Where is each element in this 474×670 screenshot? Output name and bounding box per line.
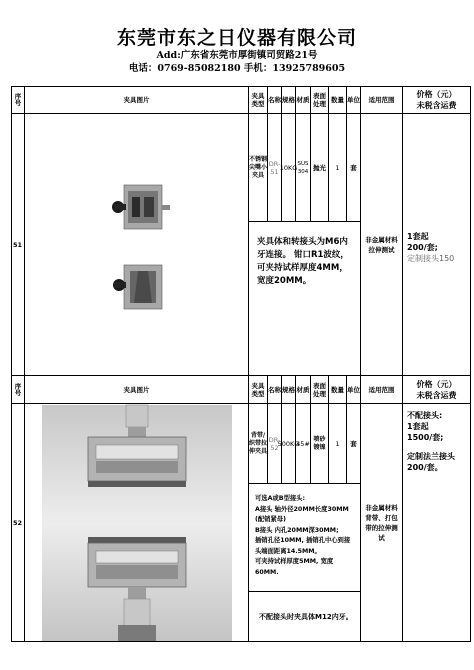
col-image-header: 夹具图片 [25,86,249,114]
row-51-name: DR-51 [268,114,282,222]
row-52-note-bottom: 不配接头时夹具体M12内牙。 [249,592,361,642]
row-52-price-custom: 定制法兰接头 [407,452,455,461]
row-51-unit: 套 [347,114,361,222]
col-type-header-2: 夹具类型 [249,376,268,404]
col-seq-header-2: 序号 [11,376,25,404]
row-51-finish: 抛光 [311,114,329,222]
row-52-unit: 套 [347,404,361,484]
col-scope-header-2: 适用范围 [361,376,403,404]
row-51-price-min: 1套起 [407,232,429,241]
col-scope-header: 适用范围 [361,86,403,114]
row-51-type: 不锈钢尖嘴小夹具 [249,114,268,222]
price-header-note-2: 未税含运费 [416,390,457,400]
row-51-price-custom: 定制接头150 [407,254,455,263]
row-52-name: DR-52 [268,404,282,484]
row-52-spec: 500KG [282,404,296,484]
row-52-note-line: 插销孔径10MM, 插销孔中心到接头端面距离14.5MM。 [255,537,351,555]
col-material-header-2: 材质 [296,376,311,404]
document-header [0,0,474,82]
row-51-material: SUS 304 [296,114,311,222]
company-contact: 电话：0769-85082180 手机：13925789605 [128,63,346,74]
row-51-spec: 10KG [282,114,296,222]
col-price-header [403,86,471,114]
row-52-image [25,404,249,642]
row-51-price [403,114,471,376]
row-52-price-no-connector: 不配接头: [407,411,443,420]
row-52-price-custom-value: 200/套。 [407,463,443,472]
product-table [11,86,471,642]
row-51-qty: 1 [329,114,347,222]
row-52-material: 45# [296,404,311,484]
row-52-type: 背带/织带拉伸夹具 [249,404,268,484]
col-unit-header: 单位 [347,86,361,114]
row-52-price-min: 1套起 [407,422,429,431]
col-name-header-2: 名称 [268,376,282,404]
col-qty-header: 数量 [329,86,347,114]
col-finish-header: 表面处理 [311,86,329,114]
col-spec-header: 规格 [282,86,296,114]
col-spec-header-2: 规格 [282,376,296,404]
company-name: 东莞市东之日仪器有限公司 [116,27,357,49]
row-51-image [25,114,249,376]
company-address: Add:广东省东莞市厚街镇司贸路21号 [156,50,318,61]
row-52-scope: 非金属材料背带、打包带的拉伸测试 [361,404,403,642]
row-52-finish: 喷砂镀镍 [311,404,329,484]
row-52-note-line: 可夹持试样厚度5MM, 宽度60MM. [255,558,334,576]
row-52-price [403,404,471,642]
row-51-scope: 非金属材料拉伸测试 [361,114,403,376]
col-name-header: 名称 [268,86,282,114]
row-51-seq: 51 [11,114,25,376]
row-51-price-value: 200/套; [407,243,438,252]
col-seq-header: 序号 [11,86,25,114]
row-52-price-value: 1500/套; [407,433,444,442]
fixture-photo-52 [26,405,248,641]
col-type-header: 夹具类型 [249,86,268,114]
row-52-note-line: B接头 内孔20MM深30MM; [255,526,339,534]
col-unit-header-2: 单位 [347,376,361,404]
price-header-label-2: 价格（元） [416,379,457,389]
col-finish-header-2: 表面处理 [311,376,329,404]
row-52-note [249,484,361,592]
row-52-note-line: A接头 轴外径20MM长度30MM (配销紧母) [255,505,349,523]
col-qty-header-2: 数量 [329,376,347,404]
col-image-header-2: 夹具图片 [25,376,249,404]
price-header-note: 未税含运费 [416,100,457,110]
row-52-qty: 1 [329,404,347,484]
col-price-header-2 [403,376,471,404]
col-material-header: 材质 [296,86,311,114]
fixture-photo-51 [26,115,248,375]
row-51-note: 夹具体和转接头为M6内牙连接。 钳口R1波纹，可夹持试样厚度4MM，宽度20MM。 [249,222,361,376]
row-52-seq: 52 [11,404,25,642]
row-52-note-line: 可选A或B型接头: [255,495,305,502]
price-header-label: 价格（元） [416,89,457,99]
